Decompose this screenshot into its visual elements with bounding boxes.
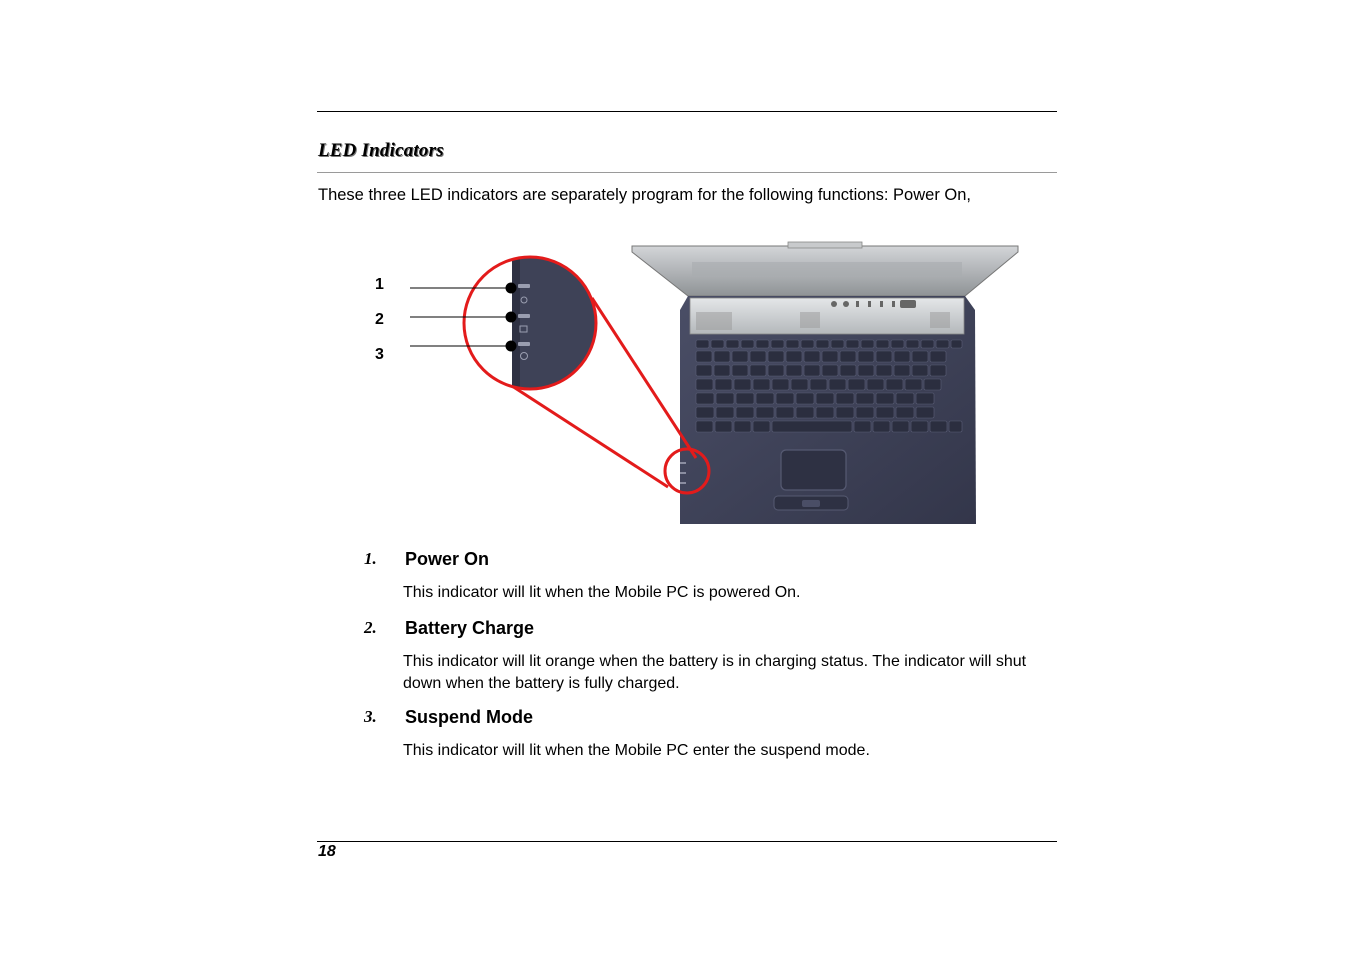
callout-label: 2 — [375, 311, 384, 328]
keyboard-key — [726, 340, 739, 348]
keyboard-key — [786, 340, 799, 348]
keyboard-key — [894, 351, 910, 362]
keyboard-key — [886, 379, 903, 390]
keyboard-key — [753, 379, 770, 390]
keyboard-key — [732, 365, 748, 376]
keyboard-key — [836, 407, 854, 418]
keyboard-key — [840, 365, 856, 376]
keyboard-key — [876, 365, 892, 376]
keyboard-key — [930, 351, 946, 362]
keyboard-key — [696, 365, 712, 376]
item-title: Power On — [405, 549, 490, 569]
keyboard-key — [924, 379, 941, 390]
keyboard-key — [801, 340, 814, 348]
keyboard-key — [741, 340, 754, 348]
keyboard-key — [891, 340, 904, 348]
keyboard-key — [756, 340, 769, 348]
keyboard-key — [786, 365, 802, 376]
keyboard-key — [804, 365, 820, 376]
speaker-grille-left — [696, 312, 732, 330]
keyboard-key — [822, 351, 838, 362]
keyboard-key — [906, 340, 919, 348]
keyboard-key — [753, 421, 770, 432]
keyboard-key — [836, 393, 854, 404]
page-number: 18 — [318, 843, 336, 860]
item-number: 1. — [364, 549, 377, 568]
keyboard-key — [896, 407, 914, 418]
keyboard-key — [856, 407, 874, 418]
magnified-led-panel — [460, 250, 622, 400]
keyboard-key — [892, 421, 909, 432]
touchpad — [781, 450, 846, 490]
keyboard-key — [714, 365, 730, 376]
keyboard-key — [732, 351, 748, 362]
keyboard-key — [951, 340, 962, 348]
zoom-connector-bottom — [512, 386, 668, 487]
keyboard-key — [867, 379, 884, 390]
keyboard-key — [696, 421, 713, 432]
keyboard-key — [750, 365, 766, 376]
keyboard-key — [816, 393, 834, 404]
callout-label: 3 — [375, 346, 384, 363]
keyboard-key — [829, 379, 846, 390]
keyboard-key — [856, 393, 874, 404]
keyboard-key — [736, 393, 754, 404]
keyboard-key — [711, 340, 724, 348]
keyboard-key — [791, 379, 808, 390]
keyboard-key — [736, 407, 754, 418]
callout-label: 1 — [375, 276, 384, 293]
keyboard-key — [715, 379, 732, 390]
item-number: 2. — [364, 618, 377, 637]
keyboard-key — [816, 340, 829, 348]
laptop-body — [680, 296, 976, 524]
keyboard-key — [756, 407, 774, 418]
keyboard-key — [696, 379, 713, 390]
keyboard-key — [896, 393, 914, 404]
keyboard-key — [734, 379, 751, 390]
item-description: This indicator will lit orange when the battery is in charging status. The indicator will shut down when the battery is fully charged. — [403, 653, 1027, 692]
keyboard-key — [810, 379, 827, 390]
keyboard-key — [848, 379, 865, 390]
keyboard-key — [930, 365, 946, 376]
speaker-grille-center — [800, 312, 820, 328]
keyboard-key — [756, 393, 774, 404]
keyboard-key — [911, 421, 928, 432]
keyboard-key — [894, 365, 910, 376]
keyboard-key — [772, 421, 852, 432]
keyboard-key — [912, 365, 928, 376]
keyboard-key — [949, 421, 962, 432]
keyboard-key — [696, 351, 712, 362]
keyboard-key — [750, 351, 766, 362]
keyboard-key — [876, 407, 894, 418]
keyboard-key — [916, 393, 934, 404]
item-number: 3. — [364, 707, 377, 726]
keyboard-key — [846, 340, 859, 348]
keyboard-key — [696, 340, 709, 348]
keyboard-key — [858, 365, 874, 376]
keyboard-key — [816, 407, 834, 418]
keyboard-key — [768, 351, 784, 362]
keyboard-key — [873, 421, 890, 432]
keyboard-key — [840, 351, 856, 362]
keyboard-key — [921, 340, 934, 348]
keyboard-key — [876, 340, 889, 348]
keyboard-key — [831, 340, 844, 348]
keyboard-key — [768, 365, 784, 376]
keyboard-key — [876, 351, 892, 362]
keyboard-key — [771, 340, 784, 348]
intro-paragraph: These three LED indicators are separately program for the following functions: Power On, — [318, 186, 971, 204]
keyboard-key — [936, 340, 949, 348]
item-title: Battery Charge — [405, 618, 535, 638]
keyboard-key — [786, 351, 802, 362]
item-description: This indicator will lit when the Mobile PC enter the suspend mode. — [403, 742, 870, 759]
keyboard-key — [876, 393, 894, 404]
footer-rule — [317, 841, 1057, 842]
keyboard-key — [796, 407, 814, 418]
keyboard-key — [912, 351, 928, 362]
keyboard-key — [822, 365, 838, 376]
keyboard-key — [714, 351, 730, 362]
keyboard-key — [854, 421, 871, 432]
keyboard-key — [861, 340, 874, 348]
keyboard-key — [716, 393, 734, 404]
keyboard-key — [696, 407, 714, 418]
keyboard-key — [796, 393, 814, 404]
keyboard-key — [905, 379, 922, 390]
keyboard-key — [858, 351, 874, 362]
item-description: This indicator will lit when the Mobile PC is powered On. — [403, 584, 801, 601]
keyboard-key — [715, 421, 732, 432]
keyboard-key — [716, 407, 734, 418]
keyboard-key — [804, 351, 820, 362]
keyboard-key — [696, 393, 714, 404]
keyboard-key — [930, 421, 947, 432]
scroll-button — [802, 500, 820, 507]
keyboard-key — [916, 407, 934, 418]
keyboard-key — [734, 421, 751, 432]
keyboard-key — [776, 407, 794, 418]
keyboard-key — [776, 393, 794, 404]
section-title: LED Indicators — [318, 140, 444, 161]
keyboard-key — [772, 379, 789, 390]
laptop-lid — [632, 242, 1018, 296]
speaker-grille-right — [930, 312, 950, 328]
item-title: Suspend Mode — [405, 707, 534, 727]
